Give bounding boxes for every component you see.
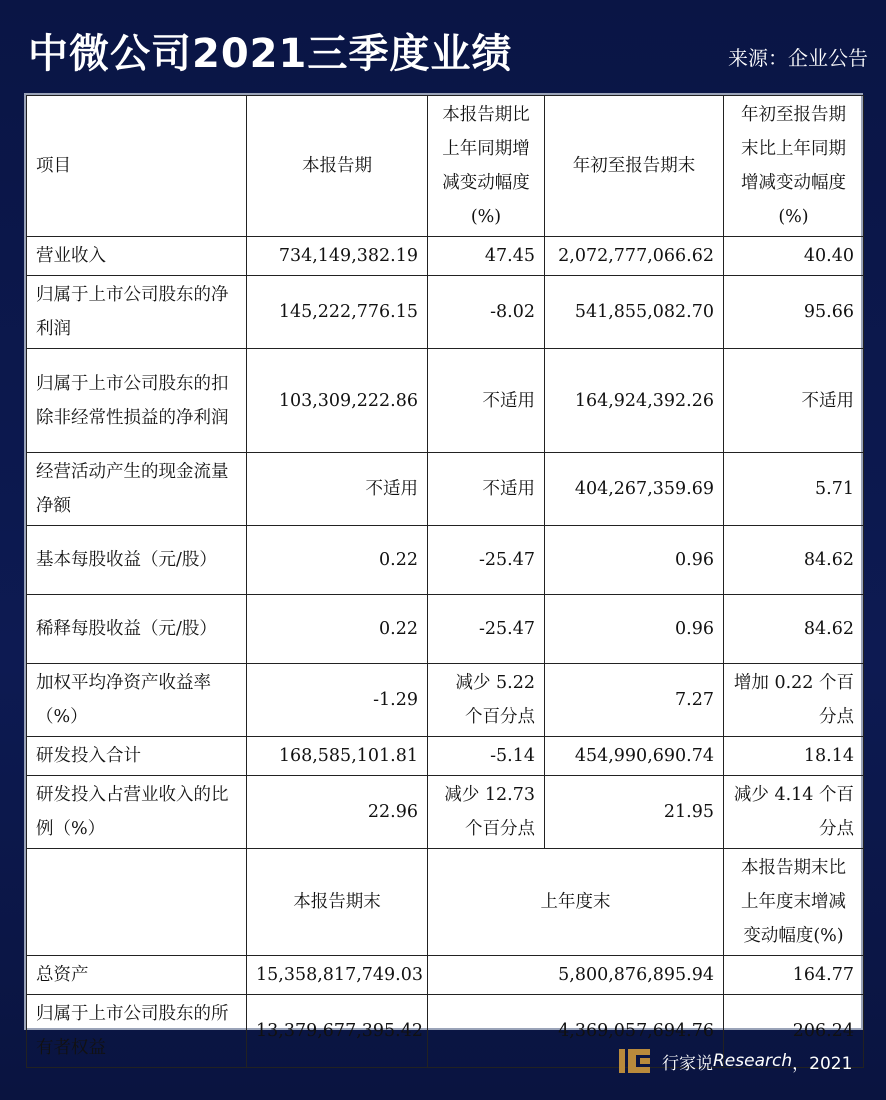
footer-credit [618, 1043, 852, 1079]
row-current-change: -25.47 [428, 595, 545, 664]
header-current-change: 本报告期比上年同期增减变动幅度(%) [428, 96, 545, 237]
row-current: 734,149,382.19 [247, 237, 428, 276]
row-item: 基本每股收益（元/股） [27, 526, 247, 595]
table-row [27, 595, 864, 664]
row-ytd: 2,072,777,066.62 [545, 237, 724, 276]
header-current: 本报告期 [247, 96, 428, 237]
row-ytd: 0.96 [545, 526, 724, 595]
row-item: 总资产 [27, 956, 247, 995]
row-ytd-change: 5.71 [724, 453, 864, 526]
table-row [27, 453, 864, 526]
brand-logo-icon [618, 1045, 652, 1077]
row-current: 0.22 [247, 526, 428, 595]
header-item: 项目 [27, 96, 247, 237]
row-current: 不适用 [247, 453, 428, 526]
row-current: 0.22 [247, 595, 428, 664]
row-current: -1.29 [247, 664, 428, 737]
row-current: 103,309,222.86 [247, 349, 428, 453]
row-ytd-change: 增加 0.22 个百分点 [724, 664, 864, 737]
row-current-change: -5.14 [428, 737, 545, 776]
table-row [27, 664, 864, 737]
row-item: 加权平均净资产收益率（%） [27, 664, 247, 737]
table-row [27, 776, 864, 849]
row-prior-year-end: 4,369,057,694.76 [428, 995, 724, 1068]
row-current-change: 不适用 [428, 453, 545, 526]
table-row [27, 349, 864, 453]
row-item: 研发投入合计 [27, 737, 247, 776]
row-ytd-change: 减少 4.14 个百分点 [724, 776, 864, 849]
row-current-change: 减少 5.22 个百分点 [428, 664, 545, 737]
row-ytd: 7.27 [545, 664, 724, 737]
row-ytd-change: 84.62 [724, 526, 864, 595]
row-item: 研发投入占营业收入的比例（%） [27, 776, 247, 849]
row-ytd: 404,267,359.69 [545, 453, 724, 526]
row-ytd-change: 18.14 [724, 737, 864, 776]
financial-table-container [24, 93, 863, 1058]
row-item: 归属于上市公司股东的净利润 [27, 276, 247, 349]
table-row [27, 276, 864, 349]
subheader-item [27, 849, 247, 956]
row-item: 经营活动产生的现金流量净额 [27, 453, 247, 526]
row-period-end: 13,379,677,395.42 [247, 995, 428, 1068]
table-row [27, 237, 864, 276]
row-ytd-change: 84.62 [724, 595, 864, 664]
row-prior-year-end: 5,800,876,895.94 [428, 956, 724, 995]
table-row [27, 737, 864, 776]
row-ytd: 454,990,690.74 [545, 737, 724, 776]
subheader-period-end: 本报告期末 [247, 849, 428, 956]
table-row [27, 956, 864, 995]
row-item: 稀释每股收益（元/股） [27, 595, 247, 664]
source-label: 来源：企业公告 [728, 46, 868, 70]
header-ytd: 年初至报告期末 [545, 96, 724, 237]
subheader-prior-year-end: 上年度末 [428, 849, 724, 956]
row-item: 归属于上市公司股东的扣除非经常性损益的净利润 [27, 349, 247, 453]
row-item: 营业收入 [27, 237, 247, 276]
footer-brand: 行家说 [662, 1053, 713, 1074]
footer-brand-en: Research [713, 1051, 793, 1071]
row-current: 22.96 [247, 776, 428, 849]
row-ytd: 0.96 [545, 595, 724, 664]
row-ytd-change: 不适用 [724, 349, 864, 453]
header-ytd-change: 年初至报告期末比上年同期增减变动幅度(%) [724, 96, 864, 237]
row-current-change: -8.02 [428, 276, 545, 349]
row-ytd-change: 40.40 [724, 237, 864, 276]
row-current-change: 减少 12.73 个百分点 [428, 776, 545, 849]
financial-table [26, 95, 864, 1068]
row-change: 206.24 [724, 995, 864, 1068]
subheader-change: 本报告期末比上年度末增减变动幅度(%) [724, 849, 864, 956]
row-current: 145,222,776.15 [247, 276, 428, 349]
page-title: 中微公司2021三季度业绩 [28, 31, 513, 77]
row-ytd-change: 95.66 [724, 276, 864, 349]
row-ytd: 164,924,392.26 [545, 349, 724, 453]
table-subheader-row [27, 849, 864, 956]
row-ytd: 21.95 [545, 776, 724, 849]
table-header-row [27, 96, 864, 237]
row-item: 归属于上市公司股东的所有者权益 [27, 995, 247, 1068]
row-current-change: 不适用 [428, 349, 545, 453]
row-ytd: 541,855,082.70 [545, 276, 724, 349]
row-change: 164.77 [724, 956, 864, 995]
row-current-change: -25.47 [428, 526, 545, 595]
row-period-end: 15,358,817,749.03 [247, 956, 428, 995]
footer-year: ，2021 [792, 1053, 853, 1074]
row-current: 168,585,101.81 [247, 737, 428, 776]
table-row [27, 526, 864, 595]
row-current-change: 47.45 [428, 237, 545, 276]
